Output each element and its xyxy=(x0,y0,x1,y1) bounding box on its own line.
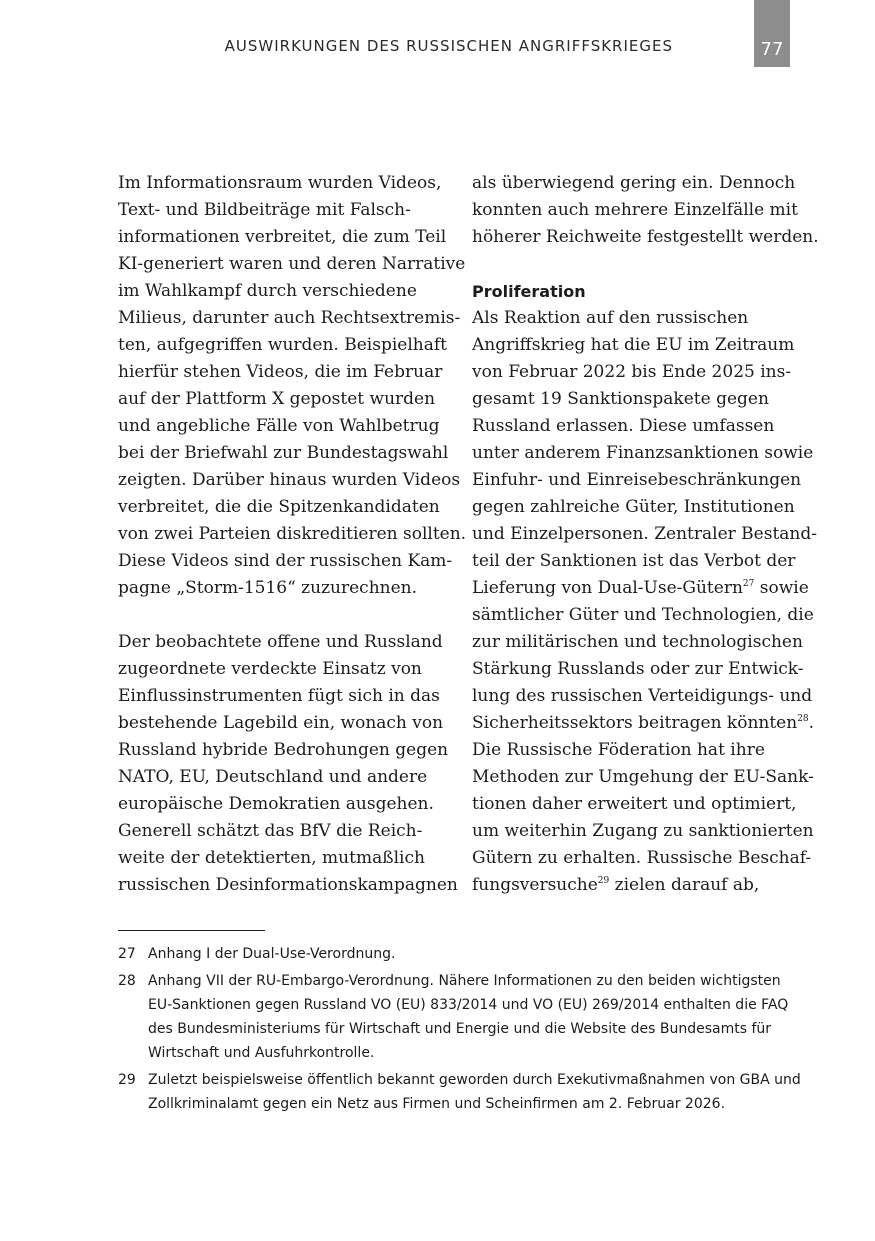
text-line: russischen Desinformationskampagnen xyxy=(118,875,458,895)
text-line: Die Russische Föderation hat ihre xyxy=(472,740,765,760)
text-line: informationen verbreitet, die zum Teil xyxy=(118,227,447,247)
text-line: Milieus, darunter auch Rechtsextremis- xyxy=(118,308,461,328)
footnote-text-line: Zuletzt beispielsweise öffentlich bekannt geworden durch Exekutivmaßnahmen von GBA und xyxy=(148,1072,801,1088)
text-line: bei der Briefwahl zur Bundestagswahl xyxy=(118,443,449,463)
paragraph xyxy=(118,629,458,899)
text-line: Russland erlassen. Diese umfassen xyxy=(472,416,775,436)
text-line: Einflussinstrumenten fügt sich in das xyxy=(118,686,440,706)
text-line: Der beobachtete offene und Russland xyxy=(118,632,443,652)
text-line: pagne „Storm-1516“ zuzurechnen. xyxy=(118,578,418,598)
footnote-number: 29 xyxy=(118,1072,136,1088)
text-line: Als Reaktion auf den russischen xyxy=(472,308,749,328)
footnote-number: 28 xyxy=(118,973,136,989)
text-line: fungsversuche$^{29}$ zielen darauf ab, xyxy=(472,875,760,895)
text-line: Diese Videos sind der russischen Kam- xyxy=(118,551,453,571)
text-line: gegen zahlreiche Güter, Institutionen xyxy=(472,497,795,517)
text-line: zeigten. Darüber hinaus wurden Videos xyxy=(118,470,461,490)
paragraph xyxy=(472,170,819,251)
text-line: von zwei Parteien diskreditieren sollten. xyxy=(118,524,467,544)
footnote-text-line: Anhang VII der RU-Embargo-Verordnung. Nähere Informationen zu den beiden wichtigsten xyxy=(148,973,781,989)
text-line: Lieferung von Dual-Use-Gütern$^{27}$ sowie xyxy=(472,578,809,598)
text-line: teil der Sanktionen ist das Verbot der xyxy=(472,551,796,571)
text-line: tionen daher erweitert und optimiert, xyxy=(472,794,797,814)
paragraph xyxy=(118,170,467,602)
text-line: Methoden zur Umgehung der EU-Sank- xyxy=(472,767,814,787)
text-line: hierfür stehen Videos, die im Februar xyxy=(118,362,443,382)
text-line: weite der detektierten, mutmaßlich xyxy=(118,848,425,868)
text-line: KI-generiert waren und deren Narrative xyxy=(118,254,466,274)
footnote-text-line: Zollkriminalamt gegen ein Netz aus Firmen und Scheinfirmen am 2. Februar 2026. xyxy=(148,1096,726,1112)
footnote-separator xyxy=(118,930,265,931)
footnote-29 xyxy=(118,1068,801,1116)
text-line: um weiterhin Zugang zu sanktionierten xyxy=(472,821,814,841)
footnote-text-line: des Bundesministeriums für Wirtschaft und Energie und die Website des Bundesamts für xyxy=(148,1021,772,1037)
left-column xyxy=(118,170,467,899)
text-line: Angriffskrieg hat die EU im Zeitraum xyxy=(472,335,795,355)
text-line: auf der Plattform X gepostet wurden xyxy=(118,389,436,409)
text-line: Einfuhr- und Einreisebeschränkungen xyxy=(472,470,802,490)
text-line: zugeordnete verdeckte Einsatz von xyxy=(118,659,422,679)
text-line: Im Informationsraum wurden Videos, xyxy=(118,173,442,193)
footnote-ref-28[interactable]: 28 xyxy=(797,714,809,724)
text-line: gesamt 19 Sanktionspakete gegen xyxy=(472,389,769,409)
text-line: im Wahlkampf durch verschiedene xyxy=(118,281,417,301)
text-line: unter anderem Finanzsanktionen sowie xyxy=(472,443,814,463)
text-line: Generell schätzt das BfV die Reich- xyxy=(118,821,423,841)
footnote-28 xyxy=(118,969,798,1065)
footnote-number: 27 xyxy=(118,946,136,962)
footnote-ref-29[interactable]: 29 xyxy=(597,876,610,886)
running-header: AUSWIRKUNGEN DES RUSSISCHEN ANGRIFFSKRIEGES xyxy=(224,37,673,55)
text-line: NATO, EU, Deutschland und andere xyxy=(118,767,428,787)
text-line: Russland hybride Bedrohungen gegen xyxy=(118,740,449,760)
footnote-text-line: Anhang I der Dual-Use-Verordnung. xyxy=(148,946,396,962)
paragraph xyxy=(472,305,817,899)
footnote-27 xyxy=(118,942,798,966)
text-line: Gütern zu erhalten. Russische Beschaf- xyxy=(472,848,812,868)
footnote-text-line: Wirtschaft und Ausfuhrkontrolle. xyxy=(148,1045,375,1061)
text-line: Text- und Bildbeiträge mit Falsch- xyxy=(118,200,411,220)
footnotes xyxy=(118,942,801,1119)
text-line: Sicherheitssektors beitragen könnten$^{28}$. xyxy=(472,713,815,733)
right-column xyxy=(472,170,819,899)
text-line: und angebliche Fälle von Wahlbetrug xyxy=(118,416,440,436)
text-line: Stärkung Russlands oder zur Entwick- xyxy=(472,659,804,679)
footnote-text-line: EU-Sanktionen gegen Russland VO (EU) 833/2014 und VO (EU) 269/2014 enthalten die FAQ xyxy=(148,997,789,1013)
text-line: ten, aufgegriffen wurden. Beispielhaft xyxy=(118,335,447,355)
page-number-tab xyxy=(754,0,790,67)
text-line: und Einzelpersonen. Zentraler Bestand- xyxy=(472,524,817,544)
text-line: lung des russischen Verteidigungs- und xyxy=(472,686,813,706)
text-line: sämtlicher Güter und Technologien, die xyxy=(472,605,814,625)
text-line: als überwiegend gering ein. Dennoch xyxy=(472,173,796,193)
text-line: konnten auch mehrere Einzelfälle mit xyxy=(472,200,798,220)
footnote-ref-27[interactable]: 27 xyxy=(742,579,755,589)
page-number: 77 xyxy=(760,39,784,60)
text-line: europäische Demokratien ausgehen. xyxy=(118,794,434,814)
section-heading: Proliferation xyxy=(472,282,586,301)
text-line: höherer Reichweite festgestellt werden. xyxy=(472,227,819,247)
text-line: zur militärischen und technologischen xyxy=(472,632,803,652)
text-line: bestehende Lagebild ein, wonach von xyxy=(118,713,444,733)
text-line: von Februar 2022 bis Ende 2025 ins- xyxy=(472,362,792,382)
text-line: verbreitet, die die Spitzenkandidaten xyxy=(118,497,440,517)
